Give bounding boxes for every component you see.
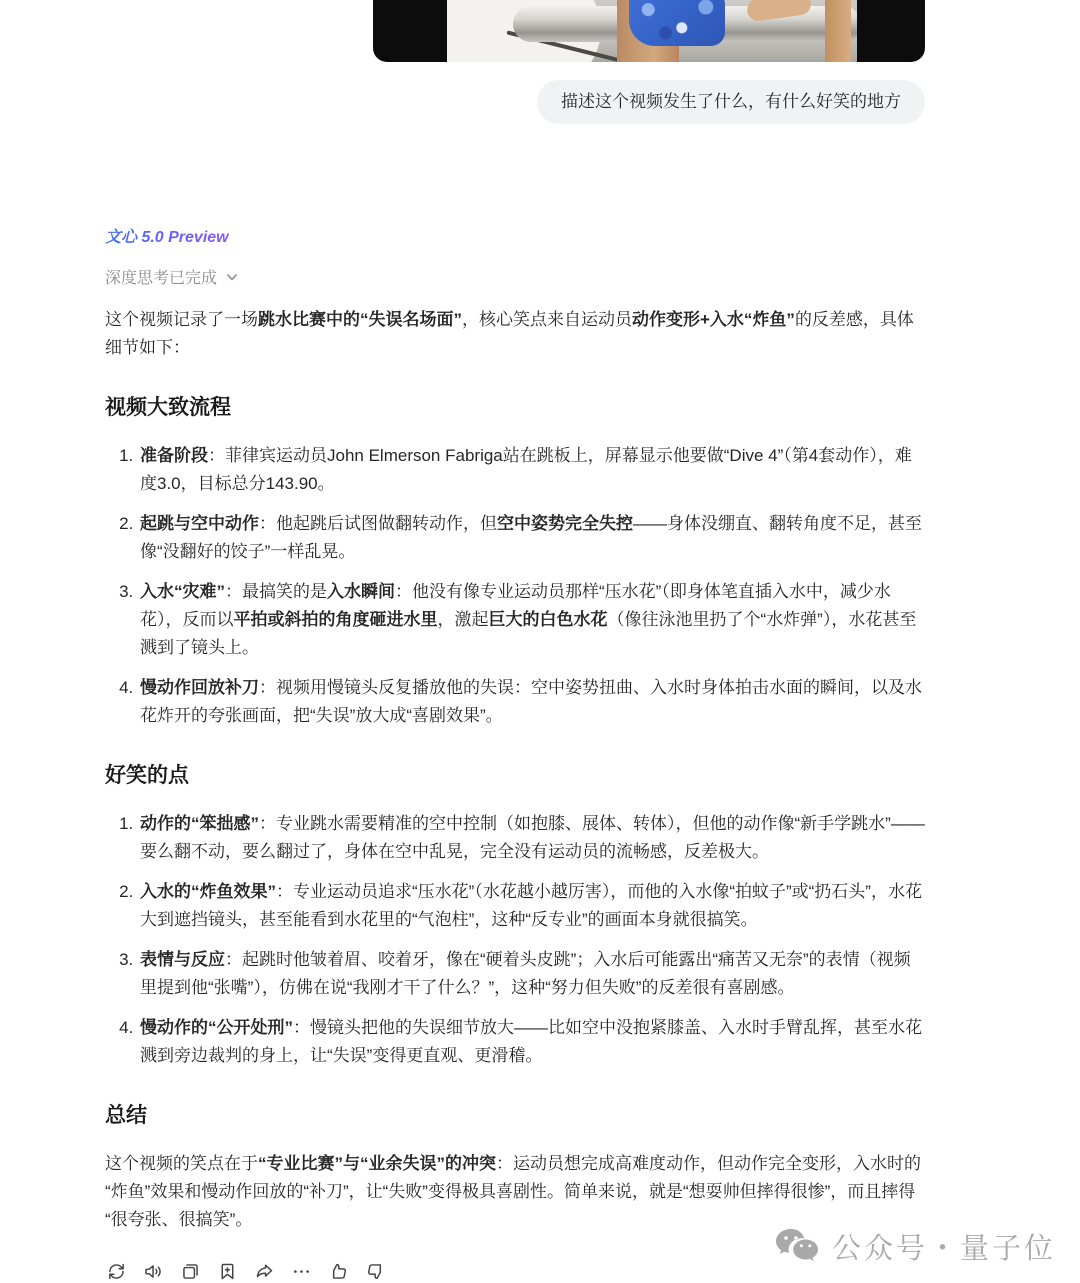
regenerate-icon [106,1261,127,1282]
user-message-bubble: 描述这个视频发生了什么，有什么好笑的地方 [537,80,925,124]
bookmark-add-button[interactable] [216,1260,238,1282]
list-item: 4. 慢动作的“公开处刑”：慢镜头把他的失误细节放大——比如空中没抱紧膝盖、入水时手臂乱挥，甚至水花溅到旁边裁判的身上，让“失误”变得更直观、更滑稽。 [138,1014,925,1070]
list-item: 2. 起跳与空中动作：他起跳后试图做翻转动作，但空中姿势完全失控——身体没绷直、翻转角度不足，甚至像“没翻好的饺子”一样乱晃。 [138,510,925,566]
list-item: 4. 慢动作回放补刀：视频用慢镜头反复播放他的失误：空中姿势扭曲、入水时身体拍击水面的瞬间，以及水花炸开的夸张画面，把“失误”放大成“喜剧效果”。 [138,674,925,730]
section-heading-process: 视频大致流程 [105,396,231,419]
read-aloud-icon [143,1261,164,1282]
process-list [105,442,925,730]
list-item: 1. 动作的“笨拙感”：专业跳水需要精准的空中控制（如抱膝、展体、转体），但他的动作像“新手学跳水”——要么翻不动，要么翻过了，身体在空中乱晃，完全没有运动员的流畅感，反差极大。 [138,810,925,866]
thumbs-down-icon [365,1261,386,1282]
assistant-response [105,306,925,1234]
user-message-row [105,80,925,124]
watermark-text: 公众号・量子位 [831,1233,1056,1265]
thumbs-down-button[interactable] [364,1260,386,1282]
funny-points-list [105,810,925,1070]
thumbs-up-button[interactable] [327,1260,349,1282]
user-video-row [105,0,925,62]
list-item: 1. 准备阶段：菲律宾运动员John Elmerson Fabriga站在跳板上，屏幕显示他要做“Dive 4”（第4套动作），难度3.0，目标总分143.90。 [138,442,925,498]
watermark [774,1226,1056,1267]
list-item: 2. 入水的“炸鱼效果”：专业运动员追求“压水花”（水花越小越厉害），而他的入水像“拍蚊子”或“扔石头”，水花大到遮挡镜头，甚至能看到水花里的“气泡柱”，这种“反专业”的画面本身就很搞笑。 [138,878,925,934]
wechat-icon [774,1227,820,1267]
share-button[interactable] [253,1260,275,1282]
chat-column [105,0,925,1282]
thumbs-up-icon [328,1261,349,1282]
copy-button[interactable] [179,1260,201,1282]
share-icon [254,1261,275,1282]
copy-icon [180,1261,201,1282]
chevron-down-icon [225,270,239,284]
bookmark-add-icon [217,1261,238,1282]
more-button[interactable] [290,1260,312,1282]
thinking-status-label: 深度思考已完成 [105,270,218,287]
read-aloud-button[interactable] [142,1260,164,1282]
list-item: 3. 入水“灾难”：最搞笑的是入水瞬间：他没有像专业运动员那样“压水花”（即身体笔直插入水中，减少水花），反而以平拍或斜拍的角度砸进水里，激起巨大的白色水花（像往泳池里扔了个“水炸弹”），水花甚至溅到了镜头上。 [138,578,925,662]
section-heading-summary: 总结 [105,1104,147,1127]
thinking-status-toggle[interactable] [105,265,239,288]
video-attachment[interactable] [373,0,925,62]
summary-paragraph: 这个视频的笑点在于“专业比赛”与“业余失误”的冲突：运动员想完成高难度动作，但动作完全变形，入水时的“炸鱼”效果和慢动作回放的“补刀”，让“失败”变得极具喜剧性。简单来说，就是“想耍帅但摔得很惨”，而且摔得“很夸张、很搞笑”。 [105,1154,921,1229]
list-item: 3. 表情与反应：起跳时他皱着眉、咬着牙，像在“硬着头皮跳”；入水后可能露出“痛苦又无奈”的表情（视频里提到他“张嘴”），仿佛在说“我刚才干了什么？”，这种“努力但失败”的反差很有喜剧感。 [138,946,925,1002]
intro-paragraph: 这个视频记录了一场跳水比赛中的“失误名场面”，核心笑点来自运动员动作变形+入水“炸鱼”的反差感，具体细节如下： [105,310,914,357]
regenerate-button[interactable] [105,1260,127,1282]
model-name-label: 文心 5.0 Preview [105,224,229,247]
section-heading-funny-points: 好笑的点 [105,764,189,787]
more-icon [291,1261,312,1282]
video-frame [447,0,857,62]
